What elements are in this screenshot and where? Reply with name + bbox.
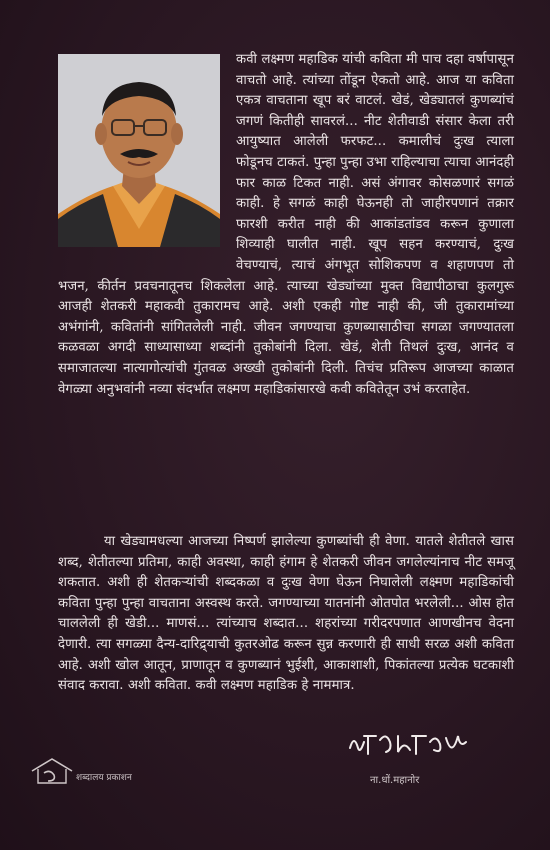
- photo-spacer: [58, 50, 236, 260]
- paragraph-1-text: कवी लक्ष्मण महाडिक यांची कविता मी पाच दहा वर्षापासून वाचतो आहे. त्यांच्या तोंडून ऐकतो आहे. आज या कविता एकत्र वाचताना खूप बरं वाटलं. खेडं, खेड्यातलं कुणब्यांचं जगणं कितीही सावरलं... नीट शेतीवाडी संसार केला तरी आयुष्यात आलेली फरफट... कमालीचं दुःख त्याला फोडूनच टाकतं. पुन्हा पुन्हा उभा राहिल्याचा त्याचा आनंदही फार काळ टिकत नाही. असं अंगावर कोसळणारं सगळं काही. हे सगळं काही घेऊनही तो जाहीरपणानं तक्रार फारशी करीत नाही की आकांडतांडव करून कुणाला शिव्याही घालीत नाही. खूप सहन करण्याचं, दुःख वेचण्याचं, त्याचं अंगभूत सोशिकपण व शहाणपण तो भजन, कीर्तन प्रवचनातूनच शिकलेला आहे. त्याच्या खेड्यांच्या मुक्त विद्यापीठाचा कुलगुरू आजही शेतकरी महाकवी तुकारामच आहे. अशी एकही गोष्ट नाही की, जी तुकारामांच्या अभंगांनी, कवितांनी सांगितलेली नाही. जीवन जगण्याचा कुणब्यासाठीचा सगळा जगण्यातला कळवळा अगदी साध्यासाध्या शब्दांनी तुकोबांनी दिला. खेडं, शेती तिथलं दुःख, आनंद व समाजातल्या नात्यागोत्यांची गुंतवळ अख्खी तुकोबांनी दिली. तिचंच प्रतिरूप आजच्या काळात वेगळ्या अनुभवांनी नव्या संदर्भात लक्ष्मण महाडिकांसारखे कवी कवितेतून उभं करताहेत.: [58, 52, 514, 397]
- signature-name: ना.धों.महानोर: [370, 775, 420, 786]
- publisher-name: शब्दालय प्रकाशन: [76, 773, 132, 783]
- paragraph-1: [58, 50, 514, 400]
- paragraph-2: या खेड्यामधल्या आजच्या निष्पर्ण झालेल्या कुणब्यांची ही वेणा. यातले शेतीतले खास शब्द, शेतीतल्या प्रतिमा, काही अवस्था, काही हंगाम हे शेतकरी जीवन जगलेल्यांनाच नीट समजू शकतात. अशी ही शेतकऱ्यांची शब्दकळा व दुःख वेणा घेऊन निघालेली लक्ष्मण महाडिकांची कविता पुन्हा पुन्हा वाचताना अस्वस्थ करते. जगण्याच्या यातनांनी ओतपोत भरलेली... ओस होत चाललेली ही खेडी... माणसं... त्यांच्याच शब्दात... शहरांच्या गरीदरपणात आणखीनच वेदना देणारी. त्या सगळ्या दैन्य-दारिद्र्याची कुतरओढ करून सुन्न करणारी ही साधी सरळ अशी कविता आहे. अशी खोल आतून, प्राणातून व कुणब्यानं भुईशी, आकाशाशी, पिकांतल्या प्रत्येक घटकाशी संवाद करावा. अशी कविता. कवी लक्ष्मण महाडिक हे नाममात्र.: [58, 534, 514, 694]
- publisher-logo-icon: [30, 757, 74, 785]
- signature: [346, 728, 476, 762]
- publisher-mark: [30, 757, 132, 785]
